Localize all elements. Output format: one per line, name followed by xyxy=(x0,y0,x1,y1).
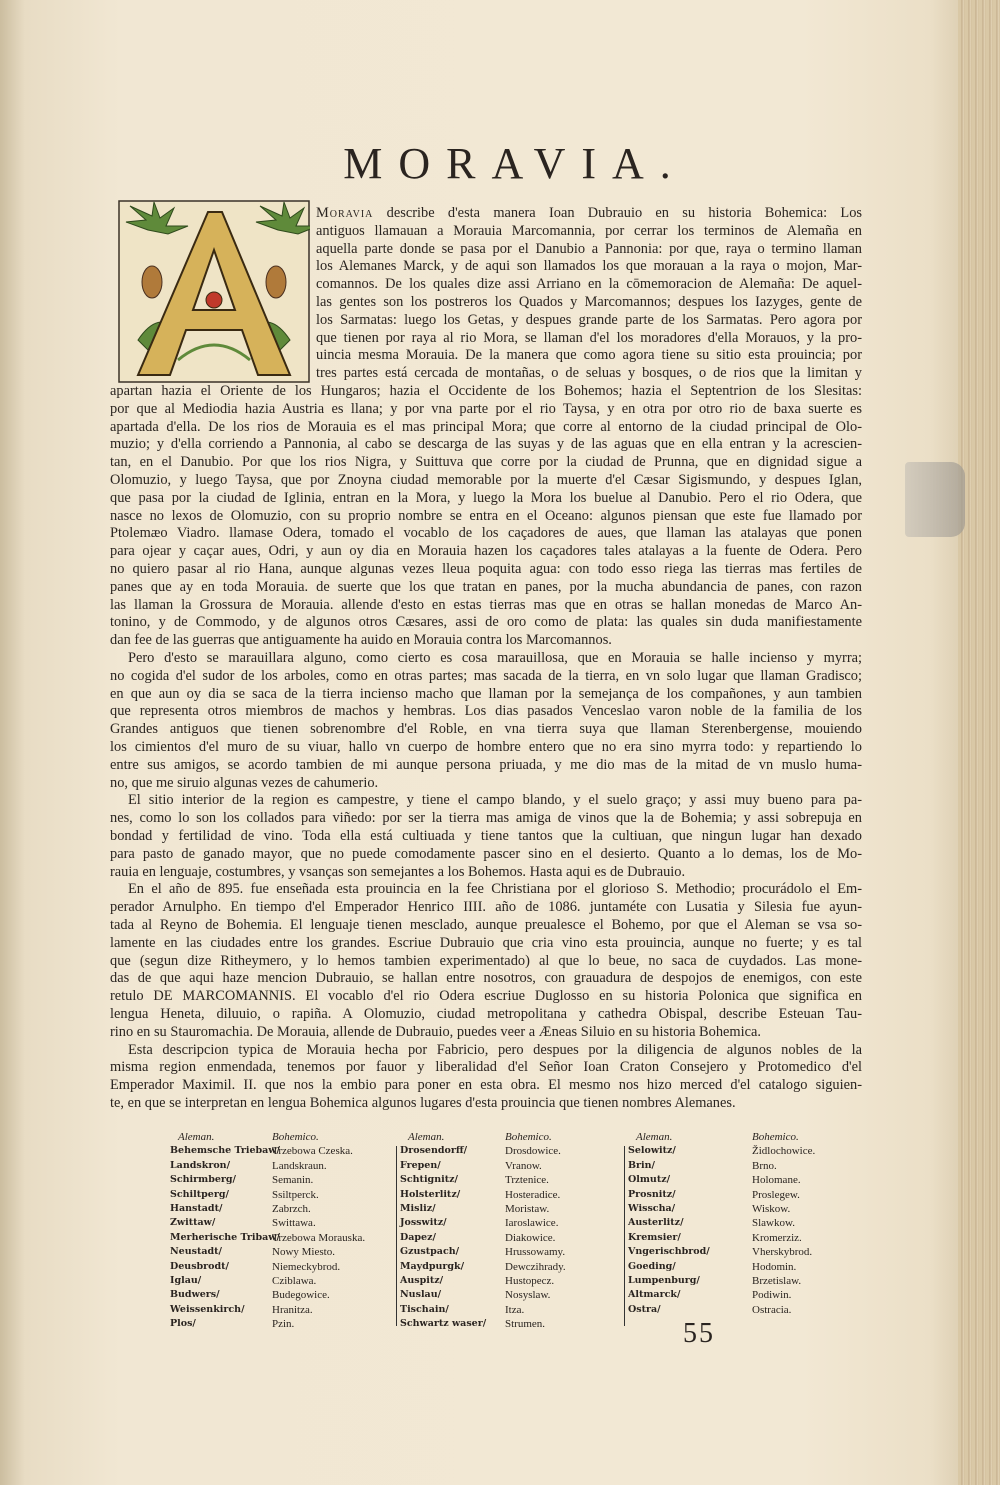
place-name: Kremsier/ xyxy=(628,1231,681,1243)
text-line: antiguos llamauan a Morauia Marcomannia, por cerrar los terminos de Alemaña en xyxy=(316,222,862,239)
text-line: Grandes antiguos que tienen sobrenombre d'el Roble, en vna tierra suya que llaman Sterenbergense, mouiendo xyxy=(110,721,862,738)
place-name: Kromerziz. xyxy=(752,1231,802,1244)
text-line: perador Arnulpho. En tiempo d'el Emperador Henrico IIII. año de 1086. juntaméte con Lusatia y Silesia fue ayun- xyxy=(110,899,862,916)
text-line: por que al Mediodia hazia Austria es llana; y por vna parte por el rio Taysa, y en otra por otro rio de baxa suerte es xyxy=(110,400,862,417)
place-name: Auspitz/ xyxy=(400,1275,444,1287)
text-line: las llaman la Grossura de Morauia. allende d'esto en estas tierras mas que en otras se hallan monedas de Marco An- xyxy=(110,596,862,613)
place-name: Hustopecz. xyxy=(505,1275,555,1288)
place-name: Neustadt/ xyxy=(170,1246,223,1258)
text-line: Esta descripcion typica de Morauia hecha por Fabricio, pero despues por la diligencia de algunos nobles de la xyxy=(128,1041,862,1058)
bracket-line xyxy=(396,1146,397,1326)
place-name: Selowitz/ xyxy=(628,1145,676,1157)
text-line: los Alemanes Marck, y de aqui son llamados los que morauan a la raya o mojon, Mar- xyxy=(316,258,862,275)
place-name: Schirmberg/ xyxy=(170,1174,237,1186)
text-line: que representa otros miembros de machos y hembras. Los dias pasados Venceslao varon noble de la familia de los xyxy=(110,703,862,720)
text-line: dan fee de las guerras que antiguamente ha auido en Morauia contra los Marcomannos. xyxy=(110,632,612,649)
text-line: no cogida d'el sudor de los arboles, como en otras partes; mas sacada de la tierra, en vn solo lugar que llaman Gradisco; xyxy=(110,667,862,684)
text-line: en que aun oy dia se saca de la tierra incienso macho que llaman por la semejança de los compañones, y aun tambien xyxy=(110,685,862,702)
place-name: Iaroslawice. xyxy=(505,1217,559,1230)
place-name: Vranow. xyxy=(505,1159,542,1172)
place-name: Wiskow. xyxy=(752,1203,791,1216)
text-line: En el año de 895. fue enseñada esta prouincia en la fee Christiana por el glorioso S. Methodio; procurádolo el Em- xyxy=(128,881,862,898)
place-name: Gzustpach/ xyxy=(400,1246,460,1258)
place-name: Hranitza. xyxy=(272,1303,313,1316)
place-name: Swittawa. xyxy=(272,1217,316,1230)
place-name: Deusbrodt/ xyxy=(170,1260,230,1272)
text-line: las gentes son los postreros los Quados y Marcomannos; despues los Iazyges, gente de xyxy=(316,294,862,310)
place-name: Maydpurgk/ xyxy=(400,1260,465,1272)
place-name: Vngerischbrod/ xyxy=(628,1246,710,1258)
place-name: Weissenkirch/ xyxy=(170,1303,245,1315)
place-name: Olmutz/ xyxy=(628,1174,671,1186)
place-name: Lumpenburg/ xyxy=(628,1275,700,1287)
place-name: Hodomin. xyxy=(752,1260,797,1273)
text-line: Emperador Maximil. II. que nos la embio para poner en esta obra. El mesmo nos hizo merced d'el catalogo siguien- xyxy=(110,1077,862,1094)
place-name: Behemsche Triebaw/ xyxy=(170,1145,280,1157)
place-name: Trzebowa Morauska. xyxy=(272,1231,366,1244)
place-name: Altmarck/ xyxy=(628,1289,681,1301)
text-line: rino en su Stauromachia. De Morauia, allende de Dubrauio, puedes veer a Æneas Siluio en su historia Bohemica. xyxy=(110,1023,761,1040)
place-name: Ssiltperck. xyxy=(272,1188,319,1201)
aleman-column xyxy=(400,1130,486,1332)
text-line: lengua Heneta, diluuio, o rapiña. A Olomuzio, ciudad metropolitana y cathedra Obispal, describe Esteuan Tau- xyxy=(110,1006,862,1022)
aleman-column xyxy=(628,1130,710,1317)
place-name: Schiltperg/ xyxy=(170,1188,229,1200)
place-name: Diakowice. xyxy=(505,1231,556,1244)
place-name: Budwers/ xyxy=(170,1289,220,1301)
page-clip xyxy=(905,462,965,537)
place-name: Zabrzch. xyxy=(272,1203,311,1216)
place-name: Moristaw. xyxy=(505,1203,550,1216)
text-line: muzio; y d'ella corriendo a Pannonia, al cabo se descarga de las suyas y de las aguas que en ella entran y la acrescien- xyxy=(110,436,862,453)
place-name: Ostra/ xyxy=(628,1303,661,1315)
place-name: Dapez/ xyxy=(400,1231,436,1243)
bohemico-column xyxy=(505,1130,566,1332)
column-header: Bohemico. xyxy=(272,1131,319,1143)
text-line: apartada d'ella. De los rios de Morauia es el mas principal Mora; que corre al entorno de la ciudad principal de Olo- xyxy=(110,418,862,435)
text-line: nes, como lo son los collados para viñedo: por ser la tierra mas amiga de vinos que la de Bohemia; y assi sobrepuja en xyxy=(110,810,862,827)
place-name: Hrussowamy. xyxy=(505,1246,566,1259)
place-name: Nosyslaw. xyxy=(505,1289,551,1302)
text-line: apartan hazia el Oriente de los Hungaros; hazia el Occidente de los Bohemos; hazia el Septentrion de los Slesitas: xyxy=(110,383,862,399)
place-name: Josswitz/ xyxy=(400,1217,447,1229)
text-line: rauia en lenguaje, costumbres, y vsanças son semejantes a los Bohemos. Hasta aqui es de Dubrauio. xyxy=(110,863,686,880)
column-header: Bohemico. xyxy=(505,1131,552,1143)
text-line: tan, en el Danubio. Por que los rios Nigra, y Suittuva que corre por la ciudad de Prunna, que en dignidad sigue a xyxy=(110,454,862,471)
place-name: Nuslau/ xyxy=(400,1289,442,1301)
text-line: no, que me siruio algunas vezes de cahumerio. xyxy=(110,774,379,791)
text-line: tonino, y de Commodo, y de algunos otros Cæsares, assi de oro como de plata: las quales sin duda manifiestamente xyxy=(110,614,862,631)
text-line: entre sus amigos, se acordo tambien de mi aunque persona priuada, y me dio mas de la mitad de vn muslo huma- xyxy=(110,756,862,773)
place-name: Schwartz waser/ xyxy=(400,1318,487,1330)
place-name: Semanin. xyxy=(272,1174,314,1187)
text-line: nasce no lexos de Olomuzio, con su proprio nombre se entra en el Oceano: algunos piensan que este fue llamado por xyxy=(110,507,862,524)
text-line: que tienen por raya al rio Mora, se llaman d'el los moradores d'ella Morauos, y la pro- xyxy=(316,329,862,346)
place-name: Austerlitz/ xyxy=(628,1217,684,1229)
text-line: para pasto de ganado mayor, que no puede comodamente pascer sino en el desierto. Quanto a lo demas, los de Mo- xyxy=(110,845,862,862)
aleman-column xyxy=(170,1130,280,1332)
place-name: Misliz/ xyxy=(400,1203,436,1215)
place-name: Brin/ xyxy=(628,1159,656,1171)
text-line: para ojear y caçar aues, Odri, y aun oy dia en Morauia hazen los caçadores tales atalayas a la fuente de Odera. Pero xyxy=(110,543,862,560)
text-line: tada al Reyno de Bohemia. El lenguaje tienen mesclado, aunque preualesce el Bohemo, por que el Aleman se vsa so- xyxy=(110,917,862,933)
text-line: comannos. De los quales dize assi Arriano en la cōmemoracion de Alemaña: De aquel- xyxy=(316,276,862,293)
place-name: Wisscha/ xyxy=(628,1203,676,1215)
place-name: Iglau/ xyxy=(170,1275,202,1287)
text-line: das de que aqui haze mencion Dubrauio, se hallan entre nosotros, con grauadura de despojos de enemigos, con este xyxy=(110,970,862,987)
place-name: Goeding/ xyxy=(628,1260,676,1272)
place-name: Hosteradice. xyxy=(505,1188,561,1201)
place-name: Slawkow. xyxy=(752,1217,795,1230)
text-line: tres partes está cercada de montañas, o de seluas y bosques, o de rios que la limitan y xyxy=(316,365,862,382)
place-name: Merherische Tribaw/ xyxy=(170,1231,280,1243)
place-name: Židlochowice. xyxy=(752,1145,816,1158)
column-header: Aleman. xyxy=(636,1131,673,1143)
place-name: Plos/ xyxy=(170,1318,196,1330)
text-line: retulo DE MARCOMANNIS. El vocablo d'el rio Odera escriue Duglosso en su historia Polonica que significa en xyxy=(110,988,862,1005)
bohemico-column xyxy=(752,1130,815,1317)
text-line: que (segun dize Ritheymero, y lo hemos tambien experimentado) al que lo beue, no saca de cuydados. Las mone- xyxy=(110,952,862,969)
place-name: Prosnitz/ xyxy=(628,1188,676,1200)
place-name: Landskron/ xyxy=(170,1159,231,1171)
page-title: MORAVIA. xyxy=(343,139,687,188)
text-line-rest: describe d'esta manera Ioan Dubrauio en su historia Bohemica: Los xyxy=(373,205,862,221)
text-line: los cimientos d'el muro de su viuar, hallo vn cuerpo de hombre entero que no era sino myrra todo: y repartiendo lo xyxy=(110,739,862,755)
place-name: Strumen. xyxy=(505,1318,546,1331)
column-header: Aleman. xyxy=(408,1131,445,1143)
place-name: Zwittaw/ xyxy=(170,1217,216,1229)
place-name: Schtignitz/ xyxy=(400,1174,458,1186)
text-line: El sitio interior de la region es campestre, y tiene el campo blando, y el suelo graço; y assi muy bueno para pa- xyxy=(128,792,862,809)
text-line: que pasa por la ciudad de Iglinia, entran en la Mora, y luego la Mora los buelue al Danubio. Pero el rio Odera, que xyxy=(110,489,862,506)
bracket-line xyxy=(624,1146,625,1326)
column-header: Aleman. xyxy=(178,1131,215,1143)
lead-word: Moravia xyxy=(316,205,374,221)
text-line: misma region enmendada, tenemos por fauor y liberalidad d'el Señor Ioan Craton Consejero y Protomedico d'el xyxy=(110,1059,862,1076)
text-line: los Sarmatas: luego los Getas, y despues grande parte de los Sarmatas. Pero agora por xyxy=(316,311,862,328)
place-name: Drosendorff/ xyxy=(400,1145,468,1157)
text-line: Olomuzio, y luego Taysa, que por Znoyna ciudad memorable por la muerte d'el Cæsar Sigismundo, y despues Iglan, xyxy=(110,472,862,488)
text-line: lamente en las ciudades entre los grandes. Escriue Dubrauio que cria vino esta prouincia, aunque no fuerte; y es tal xyxy=(110,934,862,951)
place-name: Nowy Miesto. xyxy=(272,1246,335,1259)
place-name: Podiwin. xyxy=(752,1289,792,1302)
place-name: Itza. xyxy=(505,1303,525,1316)
place-name: Holsterlitz/ xyxy=(400,1188,461,1200)
text-line: no quiero pasar al rio Hana, aunque algunas vezes lleua poquita agua: con todo esso riega las tierras mas fertiles de xyxy=(110,561,862,577)
place-name: Tischain/ xyxy=(400,1303,449,1315)
place-name: Budegowice. xyxy=(272,1289,330,1302)
place-name: Trztenice. xyxy=(505,1174,549,1187)
text-line: panes que ay en toda Morauia. de suerte que los que tratan en panes, por la mucha abundancia de panes, con razon xyxy=(110,578,862,595)
text-line: Ptolemæo Viadro. llamase Odera, tomado el vocablo de los caçadores de aues, que llaman las atalayas que ponen xyxy=(110,525,862,542)
place-name: Landskraun. xyxy=(272,1159,327,1172)
column-header: Bohemico. xyxy=(752,1131,799,1143)
text-line xyxy=(316,204,862,222)
page-number: 55 xyxy=(683,1318,715,1349)
text-line: bondad y fertilidad de vino. Toda ella está cultiuada y tiene tantos que la cultiuan, que ningun lugar han dexado xyxy=(110,828,862,844)
text-line: uincia mesma Morauia. De la manera que como agora tiene su sitio esta prouincia; por xyxy=(316,347,862,364)
text-line: aquella parte donde se pasa por el Danubio a Pannonia: por que, raya o termino llaman xyxy=(316,240,862,257)
page-edges xyxy=(958,0,1000,1485)
place-name: Cziblawa. xyxy=(272,1275,317,1288)
place-name: Niemeckybrod. xyxy=(272,1260,341,1273)
place-name: Drosdowice. xyxy=(505,1145,561,1158)
bohemico-column xyxy=(272,1130,365,1332)
place-name: Trzebowa Czeska. xyxy=(272,1145,353,1158)
decorated-initial-a xyxy=(118,200,310,383)
place-name: Frepen/ xyxy=(400,1159,441,1171)
place-name: Dewczihrady. xyxy=(505,1260,566,1273)
place-name: Proslegew. xyxy=(752,1188,800,1201)
place-name: Holomane. xyxy=(752,1174,801,1187)
place-name: Ostracia. xyxy=(752,1303,792,1316)
place-name: Hanstadt/ xyxy=(170,1203,223,1215)
place-name: Pzin. xyxy=(272,1318,295,1331)
text-line: Pero d'esto se marauillara alguno, como cierto es cosa marauillosa, que en Morauia se halle incienso y myrra; xyxy=(128,650,862,666)
text-line: te, en que se interpretan en lengua Bohemica algunos lugares d'esta prouincia que tienen nombres Alemanes. xyxy=(110,1095,736,1111)
place-name: Vherskybrod. xyxy=(752,1246,813,1259)
place-name: Brzetislaw. xyxy=(752,1275,802,1288)
place-name: Brno. xyxy=(752,1159,777,1172)
